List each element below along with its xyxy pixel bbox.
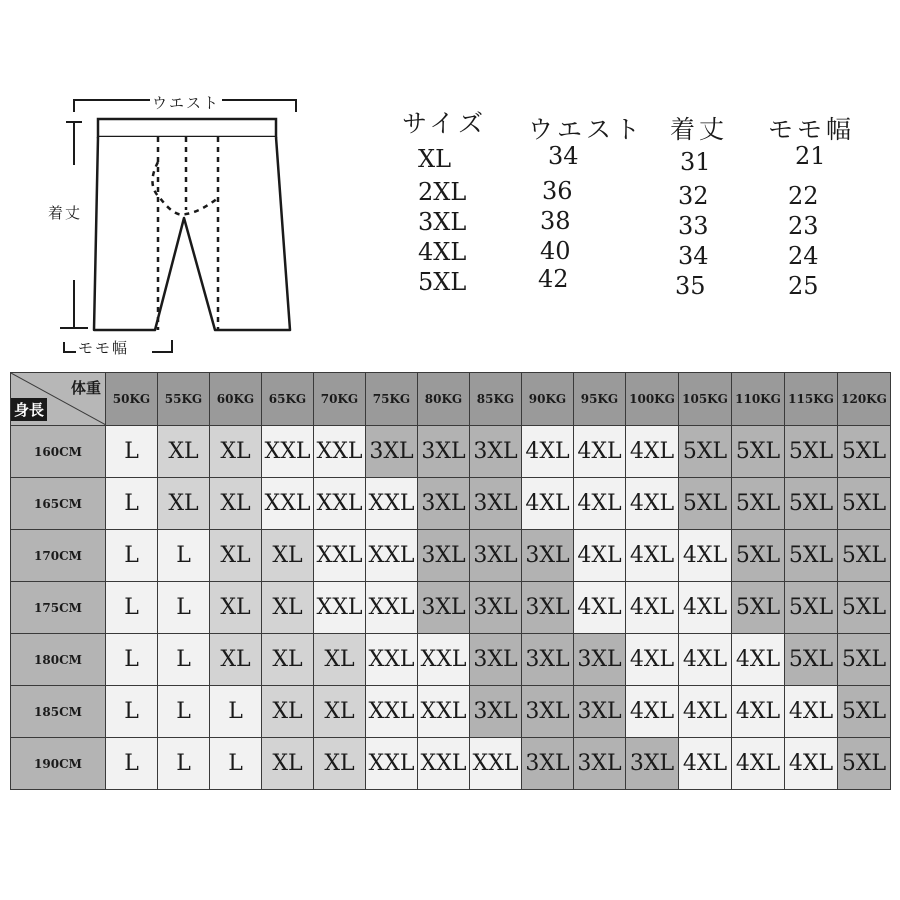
size-recommendation-cell: XL xyxy=(314,738,366,790)
size-recommendation-cell: 3XL xyxy=(626,738,679,790)
length-dimension-label: 着丈 xyxy=(48,204,83,222)
weight-header-cell: 100KG xyxy=(626,373,679,426)
waist-cell: 34 xyxy=(548,142,579,170)
size-recommendation-cell: 5XL xyxy=(679,478,732,530)
size-recommendation-cell: XXL xyxy=(366,530,418,582)
size-recommendation-cell: 4XL xyxy=(732,634,785,686)
size-recommendation-cell: 5XL xyxy=(838,634,891,686)
thigh-cell: 22 xyxy=(788,182,819,210)
size-recommendation-cell: L xyxy=(106,738,158,790)
size-recommendation-cell: 4XL xyxy=(785,738,838,790)
length-cell: 35 xyxy=(675,272,706,300)
size-recommendation-cell: 4XL xyxy=(626,634,679,686)
size-recommendation-cell: XXL xyxy=(262,426,314,478)
size-recommendation-cell: 5XL xyxy=(785,634,838,686)
weight-header-cell: 55KG xyxy=(158,373,210,426)
size-recommendation-cell: 5XL xyxy=(838,426,891,478)
corner-cell xyxy=(11,373,106,426)
size-recommendation-cell: L xyxy=(210,738,262,790)
size-recommendation-cell: 5XL xyxy=(785,426,838,478)
size-recommendation-cell: 3XL xyxy=(470,582,522,634)
size-recommendation-cell: 4XL xyxy=(574,530,626,582)
size-recommendation-cell: XL xyxy=(314,634,366,686)
waist-cell: 36 xyxy=(542,177,573,205)
weight-header-cell: 60KG xyxy=(210,373,262,426)
size-recommendation-cell: XXL xyxy=(314,478,366,530)
size-recommendation-cell: L xyxy=(106,686,158,738)
size-cell: 4XL xyxy=(418,238,467,266)
size-recommendation-cell: 3XL xyxy=(470,478,522,530)
size-recommendation-cell: 4XL xyxy=(679,530,732,582)
size-recommendation-cell: L xyxy=(158,686,210,738)
length-cell: 31 xyxy=(680,148,711,176)
size-recommendation-cell: 3XL xyxy=(470,426,522,478)
size-recommendation-cell: XL xyxy=(314,686,366,738)
size-recommendation-cell: 3XL xyxy=(470,530,522,582)
size-header: サイズ xyxy=(402,109,488,138)
weight-header-cell: 80KG xyxy=(418,373,470,426)
size-recommendation-cell: 4XL xyxy=(522,426,574,478)
size-recommendation-cell: XL xyxy=(262,686,314,738)
weight-header-cell: 115KG xyxy=(785,373,838,426)
size-recommendation-cell: 4XL xyxy=(679,686,732,738)
size-recommendation-cell: L xyxy=(158,582,210,634)
size-recommendation-cell: L xyxy=(210,686,262,738)
weight-header-cell: 110KG xyxy=(732,373,785,426)
size-recommendation-cell: 4XL xyxy=(574,478,626,530)
size-recommendation-cell: 5XL xyxy=(838,686,891,738)
size-recommendation-cell: XL xyxy=(210,478,262,530)
size-recommendation-cell: 5XL xyxy=(838,478,891,530)
size-recommendation-cell: XXL xyxy=(418,686,470,738)
waist-cell: 42 xyxy=(538,265,569,293)
size-recommendation-cell: 4XL xyxy=(679,634,732,686)
size-recommendation-cell: 5XL xyxy=(838,582,891,634)
size-recommendation-cell: 3XL xyxy=(574,634,626,686)
size-chart-table xyxy=(10,372,891,790)
weight-header-cell: 90KG xyxy=(522,373,574,426)
thigh-cell: 21 xyxy=(795,142,826,170)
size-recommendation-cell: 5XL xyxy=(785,478,838,530)
size-recommendation-cell: 3XL xyxy=(522,738,574,790)
size-recommendation-cell: XL xyxy=(210,426,262,478)
waist-cell: 38 xyxy=(540,207,571,235)
weight-header-cell: 105KG xyxy=(679,373,732,426)
size-recommendation-cell: 4XL xyxy=(626,530,679,582)
size-recommendation-cell: 3XL xyxy=(418,530,470,582)
weight-header-cell: 85KG xyxy=(470,373,522,426)
size-recommendation-cell: 5XL xyxy=(785,582,838,634)
size-recommendation-cell: 3XL xyxy=(522,686,574,738)
size-recommendation-cell: L xyxy=(158,530,210,582)
size-recommendation-cell: 4XL xyxy=(626,582,679,634)
size-recommendation-cell: 3XL xyxy=(522,634,574,686)
shorts-outline-illustration xyxy=(0,0,340,370)
table-row xyxy=(11,582,891,634)
height-row-header: 170CM xyxy=(11,530,106,582)
height-row-header: 190CM xyxy=(11,738,106,790)
size-recommendation-cell: XL xyxy=(262,738,314,790)
thigh-cell: 23 xyxy=(788,212,819,240)
size-recommendation-cell: 4XL xyxy=(679,582,732,634)
table-row xyxy=(11,478,891,530)
weight-header-cell: 65KG xyxy=(262,373,314,426)
weight-header-cell: 120KG xyxy=(838,373,891,426)
height-axis-label: 身長 xyxy=(11,398,47,421)
weight-header-cell: 95KG xyxy=(574,373,626,426)
size-recommendation-cell: 4XL xyxy=(732,686,785,738)
size-recommendation-cell: L xyxy=(106,478,158,530)
size-recommendation-cell: XXL xyxy=(418,738,470,790)
size-recommendation-cell: XL xyxy=(262,530,314,582)
size-recommendation-cell: 5XL xyxy=(732,478,785,530)
height-row-header: 180CM xyxy=(11,634,106,686)
table-row xyxy=(11,426,891,478)
height-row-header: 165CM xyxy=(11,478,106,530)
size-recommendation-cell: 4XL xyxy=(732,738,785,790)
size-recommendation-cell: L xyxy=(106,634,158,686)
length-cell: 32 xyxy=(678,182,709,210)
size-recommendation-cell: L xyxy=(106,582,158,634)
size-recommendation-cell: 3XL xyxy=(418,426,470,478)
size-recommendation-cell: L xyxy=(158,738,210,790)
height-row-header: 160CM xyxy=(11,426,106,478)
size-cell: XL xyxy=(418,145,452,173)
size-recommendation-cell: XL xyxy=(210,530,262,582)
size-recommendation-cell: XXL xyxy=(366,738,418,790)
size-cell: 3XL xyxy=(418,208,467,236)
size-recommendation-cell: L xyxy=(106,426,158,478)
size-recommendation-cell: XL xyxy=(210,634,262,686)
size-cell: 5XL xyxy=(418,268,467,296)
weight-header-cell: 70KG xyxy=(314,373,366,426)
size-recommendation-cell: 5XL xyxy=(732,426,785,478)
length-cell: 33 xyxy=(678,212,709,240)
size-recommendation-cell: XXL xyxy=(366,686,418,738)
weight-header-cell: 50KG xyxy=(106,373,158,426)
size-recommendation-cell: XXL xyxy=(314,530,366,582)
size-recommendation-cell: 3XL xyxy=(522,530,574,582)
size-recommendation-cell: 5XL xyxy=(838,738,891,790)
size-recommendation-cell: L xyxy=(158,634,210,686)
size-recommendation-cell: 3XL xyxy=(522,582,574,634)
size-recommendation-cell: 4XL xyxy=(574,426,626,478)
size-recommendation-cell: 3XL xyxy=(418,582,470,634)
size-recommendation-cell: 3XL xyxy=(366,426,418,478)
size-cell: 2XL xyxy=(418,178,467,206)
size-recommendation-cell: XL xyxy=(210,582,262,634)
size-recommendation-cell: 3XL xyxy=(574,686,626,738)
table-row xyxy=(11,738,891,790)
size-recommendation-cell: XXL xyxy=(418,634,470,686)
size-recommendation-cell: XXL xyxy=(470,738,522,790)
length-cell: 34 xyxy=(678,242,709,270)
size-recommendation-cell: 3XL xyxy=(470,634,522,686)
size-recommendation-cell: XXL xyxy=(366,478,418,530)
size-recommendation-cell: L xyxy=(106,530,158,582)
height-row-header: 175CM xyxy=(11,582,106,634)
thigh-cell: 24 xyxy=(788,242,819,270)
weight-header-row xyxy=(11,373,891,426)
table-row xyxy=(11,634,891,686)
size-recommendation-cell: XXL xyxy=(366,634,418,686)
thigh-cell: 25 xyxy=(788,272,819,300)
size-recommendation-cell: 5XL xyxy=(732,530,785,582)
size-recommendation-cell: 5XL xyxy=(679,426,732,478)
size-recommendation-cell: 5XL xyxy=(785,530,838,582)
weight-header-cell: 75KG xyxy=(366,373,418,426)
table-row xyxy=(11,530,891,582)
size-recommendation-cell: 5XL xyxy=(732,582,785,634)
table-row xyxy=(11,686,891,738)
waist-dimension-label: ウエスト xyxy=(152,94,221,112)
length-header: 着丈 xyxy=(670,115,729,144)
size-recommendation-cell: 3XL xyxy=(470,686,522,738)
thigh-header: モモ幅 xyxy=(768,115,856,144)
size-recommendation-cell: XXL xyxy=(314,426,366,478)
size-recommendation-cell: XL xyxy=(158,426,210,478)
height-row-header: 185CM xyxy=(11,686,106,738)
size-recommendation-cell: 4XL xyxy=(626,426,679,478)
size-recommendation-cell: 4XL xyxy=(522,478,574,530)
size-recommendation-cell: 4XL xyxy=(626,478,679,530)
thigh-dimension-label: モモ幅 xyxy=(78,339,130,357)
size-recommendation-cell: XL xyxy=(262,634,314,686)
size-recommendation-cell: 4XL xyxy=(626,686,679,738)
size-recommendation-cell: XL xyxy=(158,478,210,530)
shorts-diagram xyxy=(0,0,340,370)
size-recommendation-cell: 4XL xyxy=(785,686,838,738)
size-recommendation-cell: XXL xyxy=(262,478,314,530)
size-recommendation-cell: XXL xyxy=(366,582,418,634)
size-measurement-list xyxy=(390,100,870,305)
size-recommendation-cell: 4XL xyxy=(679,738,732,790)
size-recommendation-cell: 3XL xyxy=(574,738,626,790)
size-recommendation-cell: XXL xyxy=(314,582,366,634)
waist-cell: 40 xyxy=(540,237,571,265)
size-recommendation-cell: 5XL xyxy=(838,530,891,582)
size-recommendation-cell: XL xyxy=(262,582,314,634)
size-recommendation-cell: 4XL xyxy=(574,582,626,634)
size-recommendation-cell: 3XL xyxy=(418,478,470,530)
weight-axis-label: 体重 xyxy=(70,379,101,397)
waist-header: ウエスト xyxy=(528,115,645,144)
